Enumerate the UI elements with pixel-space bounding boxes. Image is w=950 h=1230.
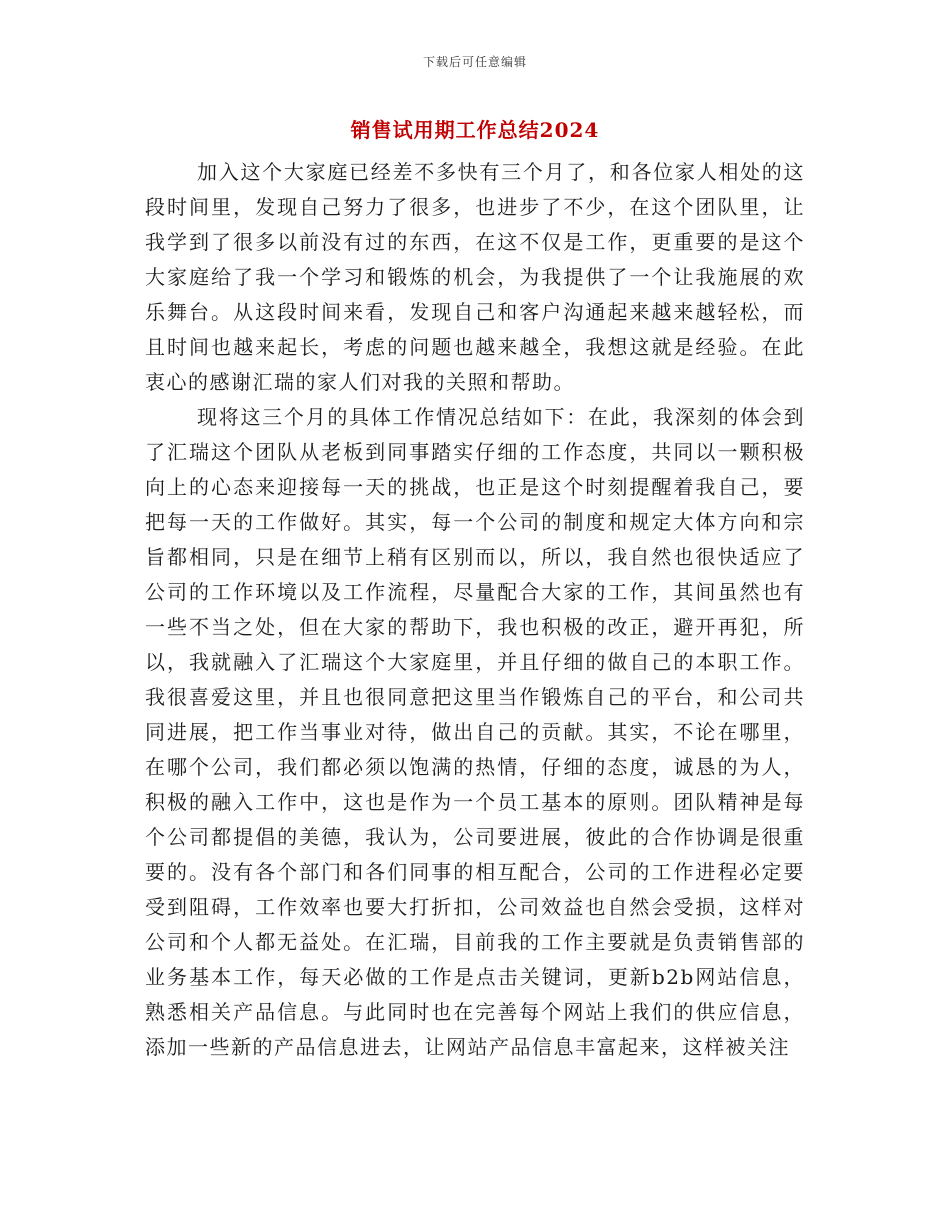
- paragraph-1: 加入这个大家庭已经差不多快有三个月了，和各位家人相处的这段时间里，发现自己努力了很多，也进步了不少，在这个团队里，让我学到了很多以前没有过的东西，在这不仅是工作，更重要的是这个大家庭给了我一个学习和锻炼的机会，为我提供了一个让我施展的欢乐舞台。从这段时间来看，发现自己和客户沟通起来越来越轻松，而且时间也越来起长，考虑的问题也越来越全，我想这就是经验。在此衷心的感谢汇瑞的家人们对我的关照和帮助。: [145, 160, 805, 394]
- document-title: 销售试用期工作总结2024: [350, 118, 600, 142]
- paragraph-2: 现将这三个月的具体工作情况总结如下：在此，我深刻的体会到了汇瑞这个团队从老板到同事踏实仔细的工作态度，共同以一颗积极向上的心态来迎接每一天的挑战，也正是这个时刻提醒着我自己，要把每一天的工作做好。其实，每一个公司的制度和规定大体方向和宗旨都相同，只是在细节上稍有区别而以，所以，我自然也很快适应了公司的工作环境以及工作流程，尽量配合大家的工作，其间虽然也有一些不当之处，但在大家的帮助下，我也积极的改正，避开再犯，所以，我就融入了汇瑞这个大家庭里，并且仔细的做自己的本职工作。我很喜爱这里，并且也很同意把这里当作锻炼自己的平台，和公司共同进展，把工作当事业对待，做出自己的贡献。其实，不论在哪里，在哪个公司，我们都必须以饱满的热情，仔细的态度，诚恳的为人，积极的融入工作中，这也是作为一个员工基本的原则。团队精神是每个公司都提倡的美德，我认为，公司要进展，彼此的合作协调是很重要的。没有各个部门和各们同事的相互配合，公司的工作进程必定要受到阻碍，工作效率也要大打折扣，公司效益也自然会受损，这样对公司和个人都无益处。在汇瑞，目前我的工作主要就是负责销售部的业务基本工作，每天必做的工作是点击关键词，更新b2b网站信息，熟悉相关产品信息。与此同时也在完善每个网站上我们的供应信息，添加一些新的产品信息进去，让网站产品信息丰富起来，这样被关注: [145, 405, 805, 1059]
- header-note: 下载后可任意编辑: [422, 55, 527, 69]
- document-body: [145, 155, 805, 1065]
